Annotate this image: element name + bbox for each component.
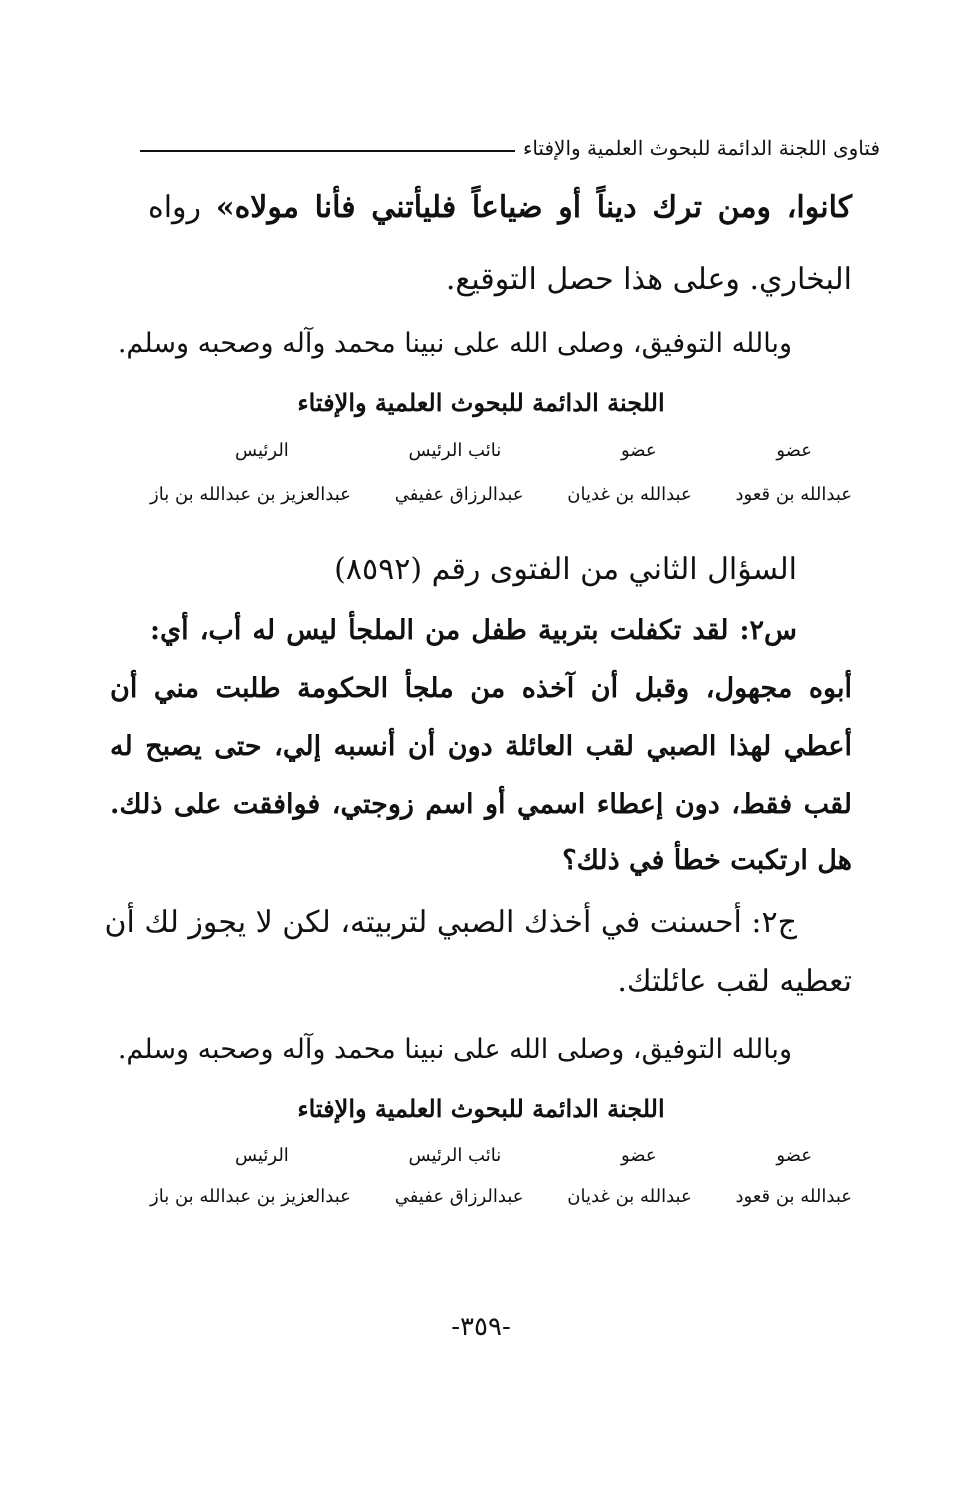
hadith-quote: كانوا، ومن ترك ديناً أو ضياعاً فليأتني فأنا مولاه»: [215, 190, 852, 225]
signature-roles-1: [235, 440, 812, 461]
answer-line: ج٢: أحسنت في أخذك الصبي لتربيته، لكن لا يجوز لك أن: [104, 905, 797, 940]
text-line-2: البخاري. وعلى هذا حصل التوقيع.: [445, 262, 852, 297]
signature-role: الرئيس: [235, 440, 289, 461]
signature-name: عبدالرزاق عفيفي: [394, 1186, 524, 1207]
signature-role: الرئيس: [235, 1145, 289, 1166]
signature-role: نائب الرئيس: [408, 1145, 502, 1166]
signature-roles-2: [235, 1145, 812, 1166]
signature-role: عضو: [776, 440, 812, 461]
answer-line: تعطيه لقب عائلتك.: [617, 964, 852, 999]
signature-name: عبدالله بن غديان: [567, 1186, 692, 1207]
committee-name-2: اللجنة الدائمة للبحوث العلمية والإفتاء: [297, 1094, 665, 1123]
question-line: أعطي لهذا الصبي لقب العائلة دون أن أنسبه إلي، حتى يصبح له: [110, 731, 852, 762]
signature-names-1: [150, 484, 852, 505]
question-line: أبوه مجهول، وقبل أن آخذه من ملجأ الحكومة طلبت مني أن: [110, 673, 852, 704]
signature-name: عبدالله بن قعود: [735, 484, 852, 505]
signature-role: عضو: [620, 1145, 657, 1166]
question-line: هل ارتكبت خطأ في ذلك؟: [562, 845, 852, 876]
header-title: فتاوى اللجنة الدائمة للبحوث العلمية والإفتاء: [522, 136, 880, 160]
text-line-1: [148, 190, 852, 225]
narration-note: رواه: [148, 190, 216, 225]
signature-name: عبدالعزيز بن عبدالله بن باز: [150, 484, 351, 505]
signature-name: عبدالله بن قعود: [735, 1186, 852, 1207]
signature-role: نائب الرئيس: [408, 440, 502, 461]
closing-formula-2: وبالله التوفيق، وصلى الله على نبينا محمد وآله وصحبه وسلم.: [117, 1034, 792, 1065]
signature-role: عضو: [620, 440, 657, 461]
page-number: -٣٥٩-: [451, 1312, 511, 1342]
signature-names-2: [150, 1186, 852, 1207]
fatwa-reference: السؤال الثاني من الفتوى رقم (٨٥٩٢): [334, 552, 797, 587]
signature-name: عبدالله بن غديان: [567, 484, 692, 505]
closing-formula-1: وبالله التوفيق، وصلى الله على نبينا محمد وآله وصحبه وسلم.: [117, 328, 792, 359]
signature-name: عبدالرزاق عفيفي: [394, 484, 524, 505]
question-line: س٢: لقد تكفلت بتربية طفل من الملجأ ليس له أب، أي:: [150, 615, 797, 646]
signature-name: عبدالعزيز بن عبدالله بن باز: [150, 1186, 351, 1207]
question-line: لقب فقط، دون إعطاء اسمي أو اسم زوجتي، فوافقت على ذلك.: [110, 789, 852, 820]
running-header: [140, 128, 880, 168]
committee-name-1: اللجنة الدائمة للبحوث العلمية والإفتاء: [297, 388, 665, 417]
header-rule: [140, 150, 515, 152]
signature-role: عضو: [776, 1145, 812, 1166]
